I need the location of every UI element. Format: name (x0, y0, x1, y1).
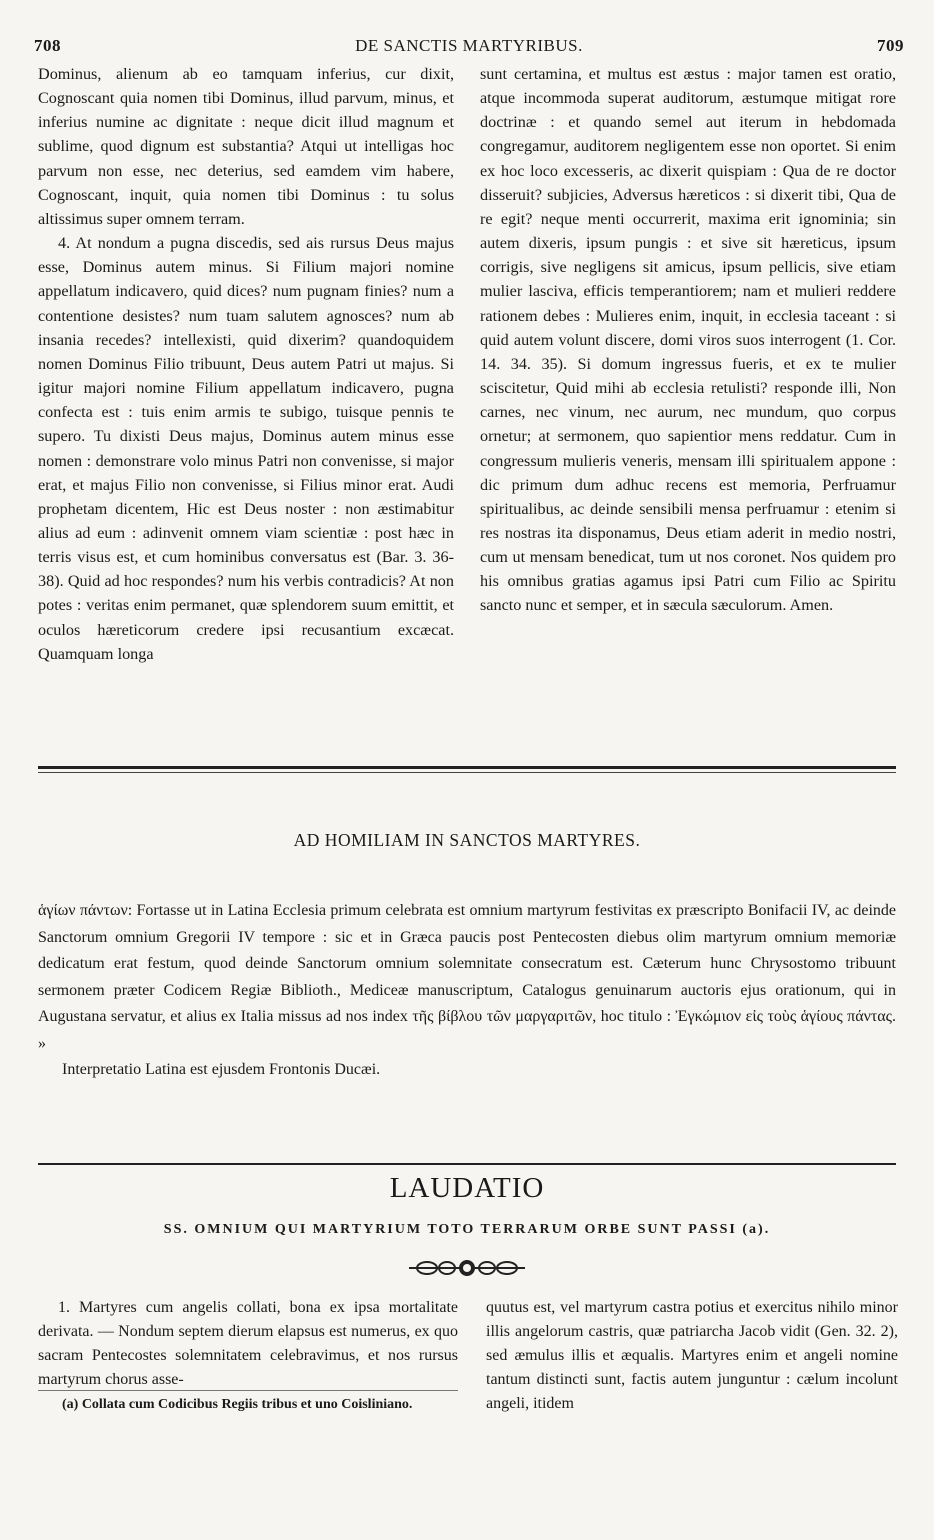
notes-block (38, 898, 896, 1084)
section-left-paragraph: 1. Martyres cum angelis collati, bona ex ipsa mortalitate derivata. — Nondum septem dierum elapsus est numerus, ex quo sacram Pentecostes solemnitatem celebravimus, et nos rursus martyrum chorus asse- (38, 1299, 458, 1388)
page-number-right: 709 (877, 36, 904, 55)
ornament-divider (407, 1258, 527, 1278)
section-left-column (38, 1296, 458, 1392)
section-right-paragraph: quutus est, vel martyrum castra potius et exercitus nihilo minor illis angelorum castris, quæ patriarcha Jacob vidit (Gen. 32. 2), sed æmulus illis et æqualis. Martyres enim et angeli nomine tantum distincti sunt, factis autem junguntur : cælum incolunt angeli, itidem (486, 1299, 898, 1412)
double-rule (38, 766, 896, 773)
right-column (480, 62, 896, 618)
footnote-rule (38, 1390, 458, 1391)
running-head (34, 36, 904, 60)
section-subtitle: SS. OMNIUM QUI MARTYRIUM TOTO TERRARUM ORBE SUNT PASSI (a). (163, 1222, 771, 1237)
notes-title: AD HOMILIAM IN SANCTOS MARTYRES. (293, 830, 641, 850)
notes-paragraph-2: Interpretatio Latina est ejusdem Frontonis Ducæi. (62, 1061, 381, 1078)
left-paragraph-2: 4. At nondum a pugna discedis, sed ais rursus Deus majus esse, Dominus autem minus. Si Filium majori nomine appellatum indicavero, quid dices? num pugnam finies? num a contentione desistes? num tuam salutem agnosces? num ab insania recedes? intellexisti, quid dixerim? quandoquidem nomen Dominus Filio tribuunt, Deus autem Patri ut majus. Si igitur majori nomine Filium appellatum indicavero, pugna confecta est : tuis enim armis te subigo, tuisque pennis te supero. Tu dixisti Deus majus, Dominus autem minus esse nomen : demonstrare volo minus Patri non convenisse, si major erat, et majus Filio non convenisse, si Filius minor erat. Audi prophetam dicentem, Hic est Deus noster : non æstimabitur alius ad eum : adinvenit omnem viam scientiæ : post hæc in terris visus est, et cum hominibus conversatus est (Bar. 3. 36-38). Quid ad hoc respondes? num his verbis contradicis? At non potes : veritas enim permanet, quæ splendorem suum emittit, et oculos hæreticorum credere ipsi recusantium excæcat. Quamquam longa (38, 234, 454, 663)
footnote: (a) Collata cum Codicibus Regiis tribus et uno Coisliniano. (62, 1397, 413, 1412)
section-rule (38, 1163, 896, 1165)
left-column (38, 62, 454, 666)
running-title: DE SANCTIS MARTYRIBUS. (355, 36, 583, 55)
right-paragraph-1: sunt certamina, et multus est æstus : major tamen est oratio, atque incommoda superat auditorum, æstumque mitigat rore doctrinæ : et quando semel aut iterum in hebdomada congregamur, auditorem negligentem esse non oportet. Si enim ex hoc loco excesseris, ac dixerit quispiam : Qua de re doctor disseruit? subjicies, Adversus hæreticos : si dixerit tibi, Qua de re egit? neque menti occurrerit, maxima erit ignominia; sin autem dixeris, ipsum pungis : et sive sit hæreticus, ipsum corrigis, sive negligens sit amicus, ipsum pellicis, sive etiam mulier lasciva, efficis temperantiorem; nam et mulieri reddere rationem debes : Mulieres enim, inquit, in ecclesia taceant : si quid autem volunt discere, domi viros suos interrogent (1. Cor. 14. 34. 35). Si domum ingressus fueris, et ex te mulier sciscitetur, Quid mihi ab ecclesia retulisti? responde illi, Non carnes, nec vinum, nec aurum, nec mundum, quo corpus ornetur; at sermonem, quo sapientior mens reddatur. Cum in congressum mulieris veneris, mensam illi spiritualem appone : dic primum dum adhuc recens est memoria, Perfruamur spiritualibus, ac deinde sensibili mensa perfruamur : etenim si res nostras ita disponamus, Deus etiam aderit in medio nostri, cum ut mensam benedicat, tum ut nos coronet. Nos quidem pro his omnibus gratias agamus ipsi Patri cum Filio ac Spiritu sancto nunc et semper, et in sæcula sæculorum. Amen. (480, 65, 896, 615)
left-paragraph-1: Dominus, alienum ab eo tamquam inferius, cur dixit, Cognoscant quia nomen tibi Dominus, illud parvum, minus, et inferius numine ac dignitate : neque dicit illud magnum et sublime, quod dignum est substantia? Atqui ut intelligas hoc parvum non esse, nec deterius, sed eamdem vim habere, Cognoscant, inquit, quia nomen tibi Dominus : tu solus altissimus super omnem terram. (38, 65, 454, 228)
notes-paragraph-1: ἁγίων πάντων: Fortasse ut in Latina Ecclesia primum celebrata est omnium martyrum festivitas ex præscripto Bonifacii IV, ac deinde Sanctorum omnium Gregorii IV tempore : sic et in Græca paucis post Pentecosten diebus olim martyrum omnium memoriæ dedicatum erat festum, quod deinde Sanctorum omnium solemnitate consecratum est. Cæterum hunc Chrysostomo tribuunt sermonem præter Codicem Regiæ Biblioth., Mediceæ manuscriptum, Catalogus genuinarum auctoris ejus orationum, qui in Augustana servatur, et alius ex Italia missus ad nos index τῆς βίβλου τῶν μαργαριτῶν, hoc titulo : Ἐγκώμιον εἰς τοὺς ἁγίους πάντας. » (38, 902, 896, 1052)
section-right-column (486, 1296, 898, 1416)
section-title: LAUDATIO (389, 1172, 545, 1204)
page-number-left: 708 (34, 36, 61, 55)
